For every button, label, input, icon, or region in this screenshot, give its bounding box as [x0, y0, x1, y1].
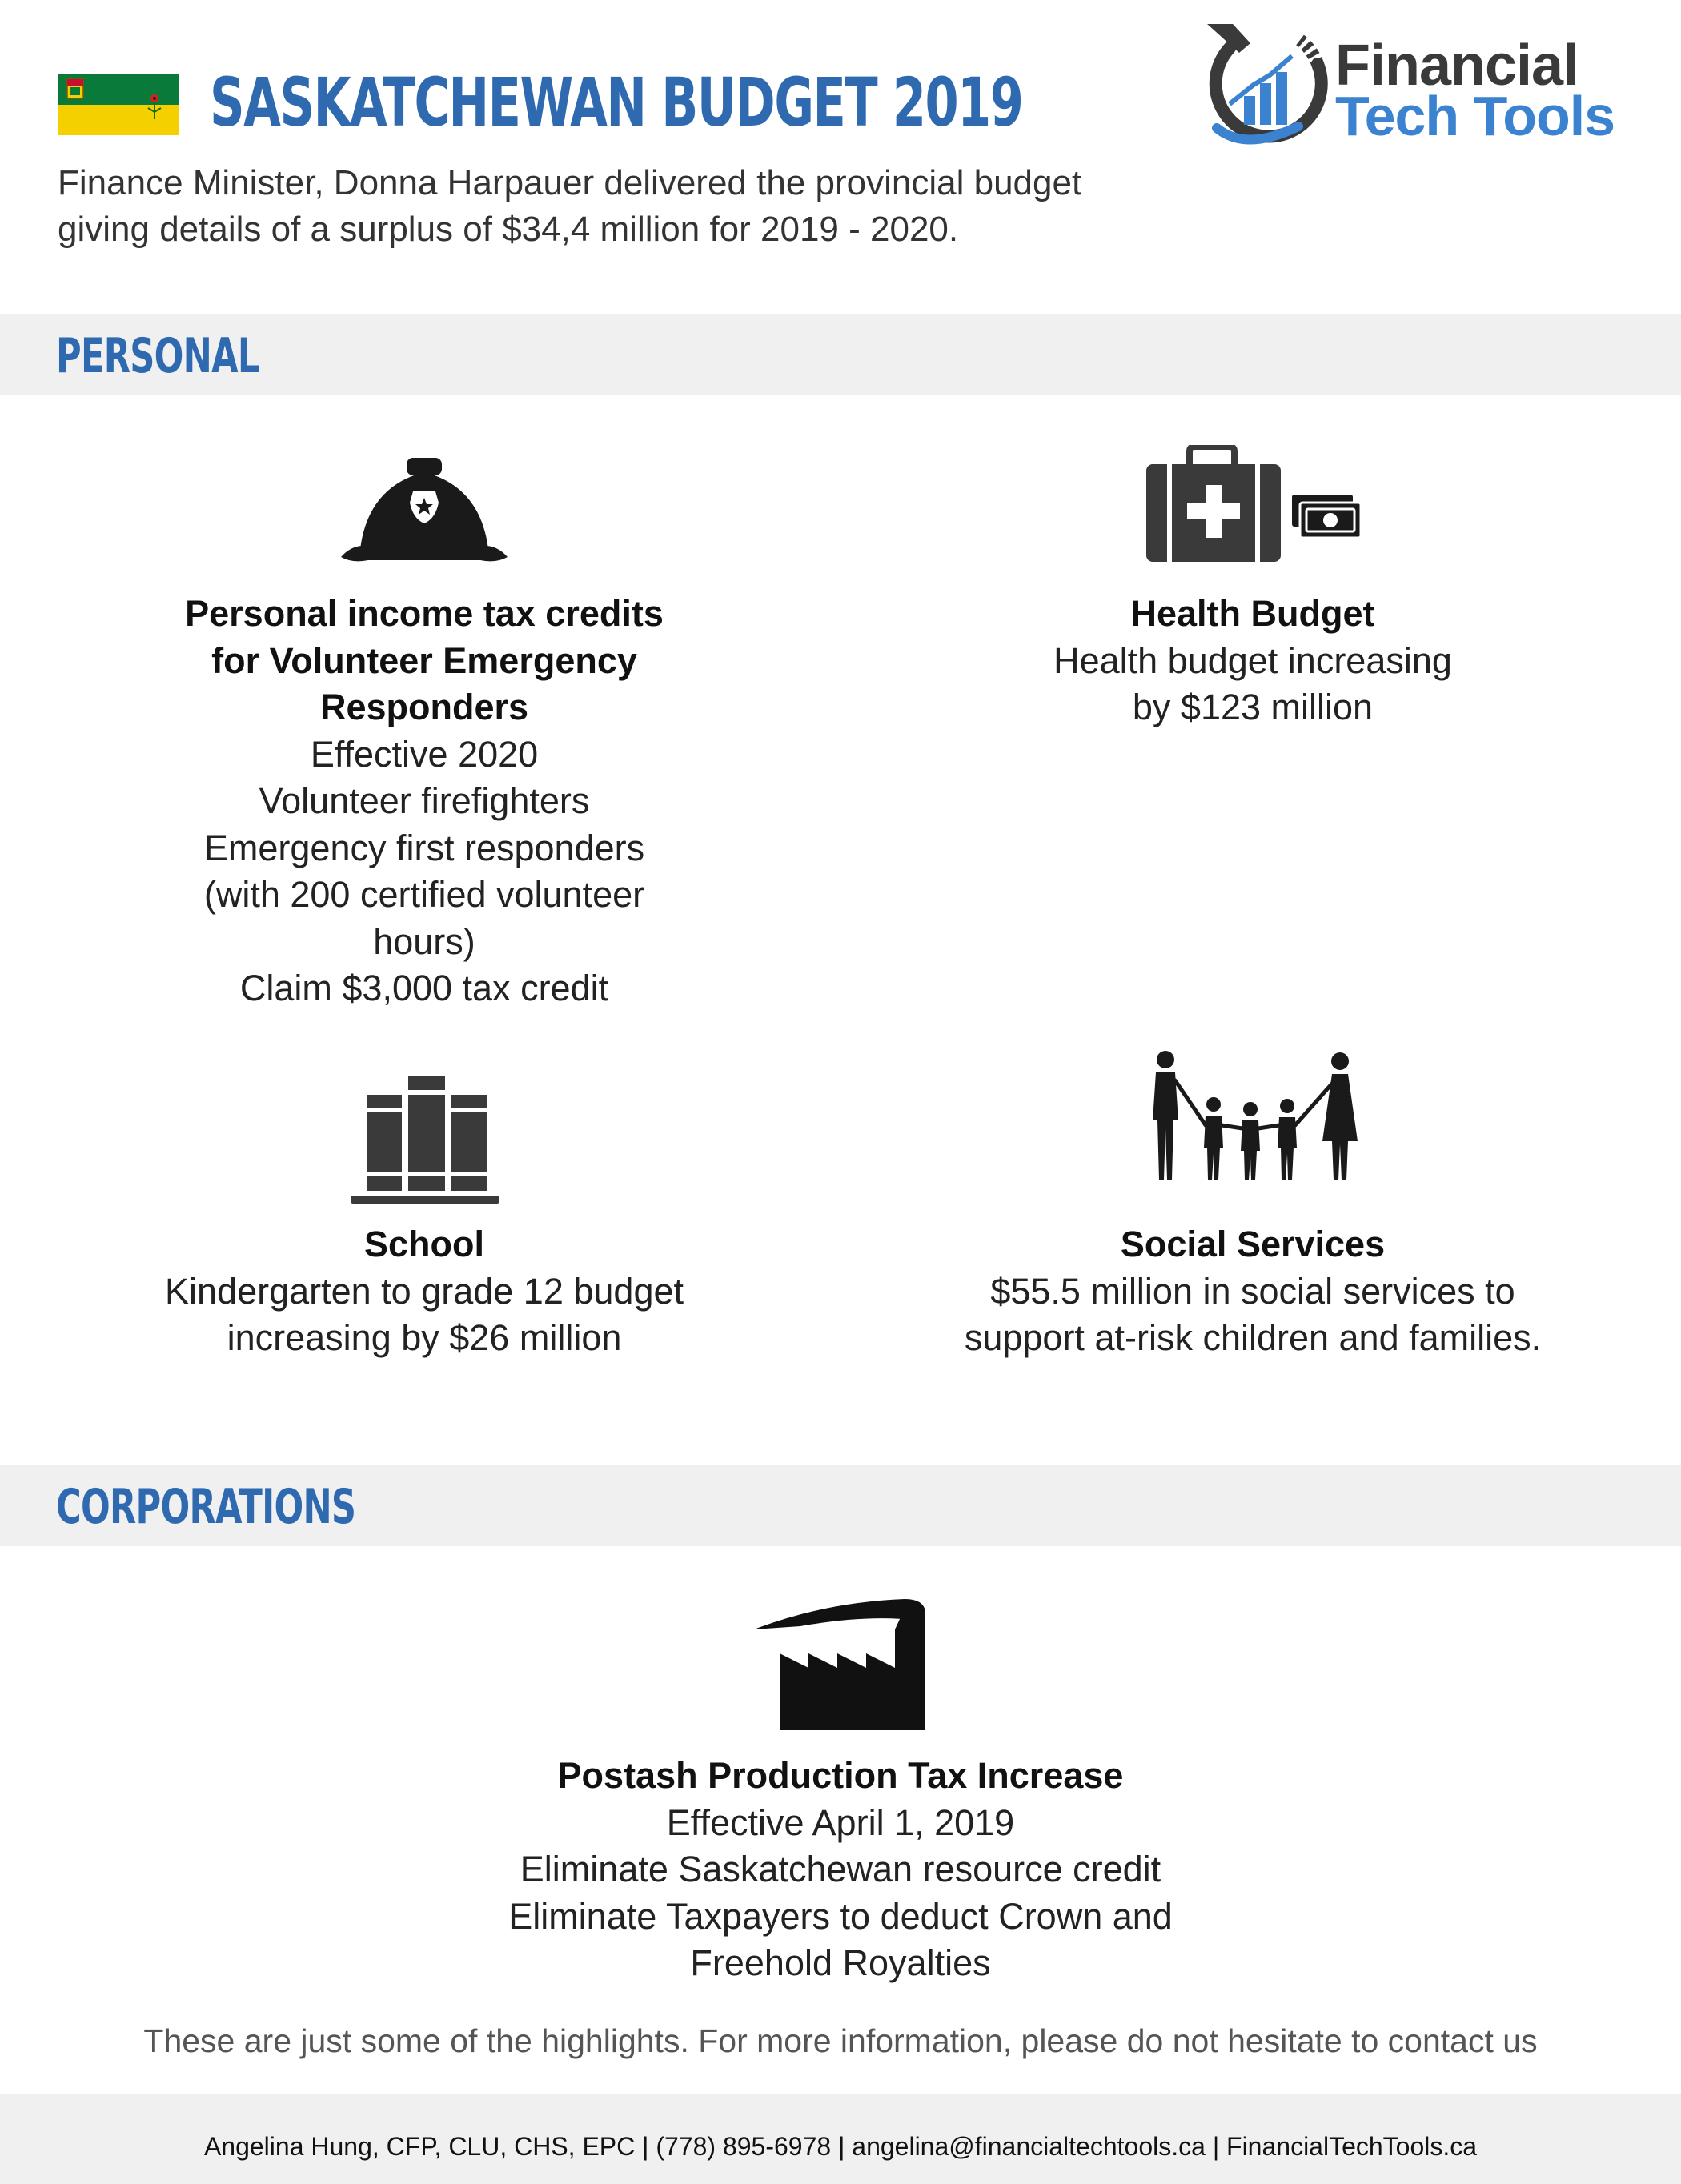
feature-text-line: Emergency first responders [203, 827, 645, 868]
feature-text-line: Health budget increasing [1053, 639, 1452, 681]
feature-text-line: Effective April 1, 2019 [666, 1801, 1015, 1843]
feature-title-line: Personal income tax credits [185, 593, 664, 634]
logo-text-tech-tools: Tech Tools [1335, 85, 1615, 147]
section-band-personal [0, 314, 1681, 395]
feature-text-line: Eliminate Taxpayers to deduct Crown and [508, 1895, 1173, 1937]
feature-social-services [897, 1221, 1609, 1362]
feature-text-line: $55.5 million in social services to [990, 1270, 1515, 1312]
feature-text-line: Claim $3,000 tax credit [239, 968, 609, 1008]
section-band-corporations [0, 1465, 1681, 1546]
feature-text-line: Eliminate Saskatchewan resource credit [520, 1849, 1161, 1889]
saskatchewan-flag-icon [58, 74, 179, 135]
feature-title-line: Responders [319, 687, 529, 727]
logo-text-financial: Financial [1335, 34, 1579, 98]
firefighter-helmet-icon [336, 455, 512, 567]
intro-line: giving details of a surplus of $34,4 million for 2019 - 2020. [58, 210, 959, 249]
section-title-corporations: CORPORATIONS [56, 1479, 356, 1535]
feature-title: Health Budget [1130, 593, 1375, 634]
factory-icon [752, 1597, 929, 1733]
feature-text-line: Kindergarten to grade 12 budget [165, 1270, 684, 1312]
feature-title-line: for Volunteer Emergency [211, 639, 637, 681]
page-title: SASKATCHEWAN BUDGET 2019 [210, 63, 1023, 142]
feature-health-budget [933, 591, 1573, 731]
feature-text-line: (with 200 certified volunteer [203, 874, 645, 915]
footer-band [0, 2094, 1681, 2184]
feature-text-line: by $123 million [1132, 687, 1374, 727]
intro-line: Finance Minister, Donna Harpauer delivered the provincial budget [58, 163, 1082, 202]
feature-title: School [363, 1224, 484, 1264]
medical-kit-money-icon [1143, 445, 1367, 565]
feature-potash-tax [440, 1753, 1241, 1987]
feature-text-line: Freehold Royalties [690, 1942, 991, 1983]
feature-text-line: increasing by $26 million [227, 1317, 622, 1358]
footer-contact: Angelina Hung, CFP, CLU, CHS, EPC | (778) 895-6978 | angelina@financialtechtools.ca | FinancialTechTools.ca [203, 2132, 1478, 2161]
feature-text-line: support at-risk children and families. [964, 1317, 1542, 1358]
section-title-personal: PERSONAL [56, 328, 259, 384]
feature-title: Social Services [1120, 1224, 1386, 1264]
feature-volunteer-tax-credit [104, 591, 744, 1012]
feature-text-line: hours) [373, 920, 475, 962]
feature-title: Postash Production Tax Increase [557, 1755, 1124, 1796]
closing-note: These are just some of the highlights. For more information, please do not hesitate to contact us [143, 2022, 1538, 2059]
feature-text-line: Effective 2020 [310, 733, 539, 775]
feature-text-line: Volunteer firefighters [259, 780, 590, 821]
feature-school [104, 1221, 744, 1362]
books-icon [349, 1072, 501, 1207]
family-icon [1137, 1048, 1369, 1184]
intro-text [58, 160, 1258, 253]
